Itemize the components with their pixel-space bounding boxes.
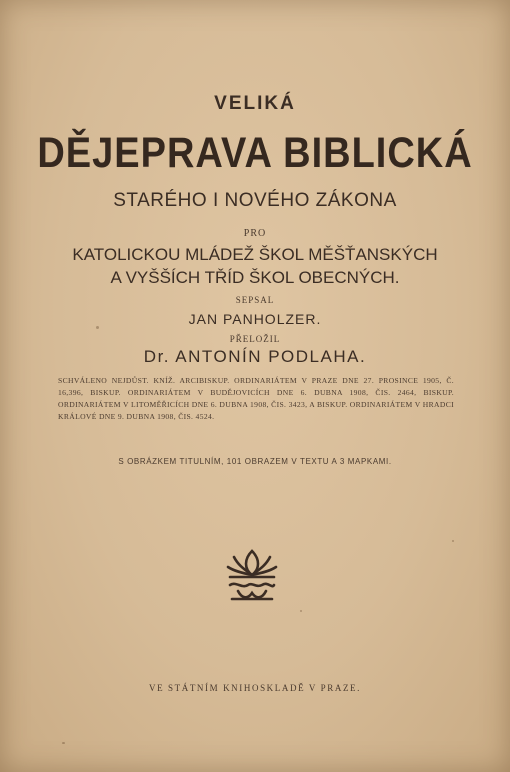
pre-title: VELIKÁ bbox=[214, 93, 296, 114]
floral-ornament-icon bbox=[222, 545, 282, 605]
author-name: JAN PANHOLZER. bbox=[188, 311, 322, 327]
translator-name: Dr. ANTONÍN PODLAHA. bbox=[143, 347, 367, 366]
subtitle: STARÉHO I NOVÉHO ZÁKONA bbox=[113, 190, 397, 211]
publisher: VE STÁTNÍM KNIHOSKLADĚ V PRAZE. bbox=[148, 683, 362, 693]
paper-speck bbox=[300, 610, 302, 612]
compiled-label: SEPSAL bbox=[235, 295, 275, 305]
audience-line-2: A VYŠŠÍCH TŘÍD ŠKOL OBECNÝCH. bbox=[110, 268, 400, 287]
for-label: PRO bbox=[243, 228, 267, 239]
paper-speck bbox=[452, 540, 454, 542]
audience-line-1: KATOLICKOU MLÁDEŽ ŠKOL MĚŠŤANSKÝCH bbox=[72, 245, 438, 264]
main-title: DĚJEPRAVA BIBLICKÁ bbox=[37, 130, 473, 178]
approval-note: SCHVÁLENO NEJDŮST. KNÍŽ. ARCIBISKUP. ORDINARIÁTEM V PRAZE DNE 27. PROSINCE 1905, Č. 16,396, BISKUP. ORDINARIÁTEM V BUDĚJOVICÍCH DNE 6. DUBNA 1908, ČIS. 2464, BISKUP. ORDINARIÁTEM V LITOMĚŘICÍCH DNE 6. DUBNA 1908, ČIS. 3423, A BISKUP. ORDINARIÁTEM V HRADCI KRÁLOVÉ DNE 9. DUBNA 1908, ČIS. 4524. bbox=[58, 376, 454, 421]
translated-label: PŘELOŽIL bbox=[229, 334, 281, 344]
illustrations-note: S OBRÁZKEM TITULNÍM, 101 OBRAZEM V TEXTU A 3 MAPKAMI. bbox=[118, 457, 392, 466]
paper-speck bbox=[96, 326, 99, 329]
paper-speck bbox=[62, 742, 65, 744]
